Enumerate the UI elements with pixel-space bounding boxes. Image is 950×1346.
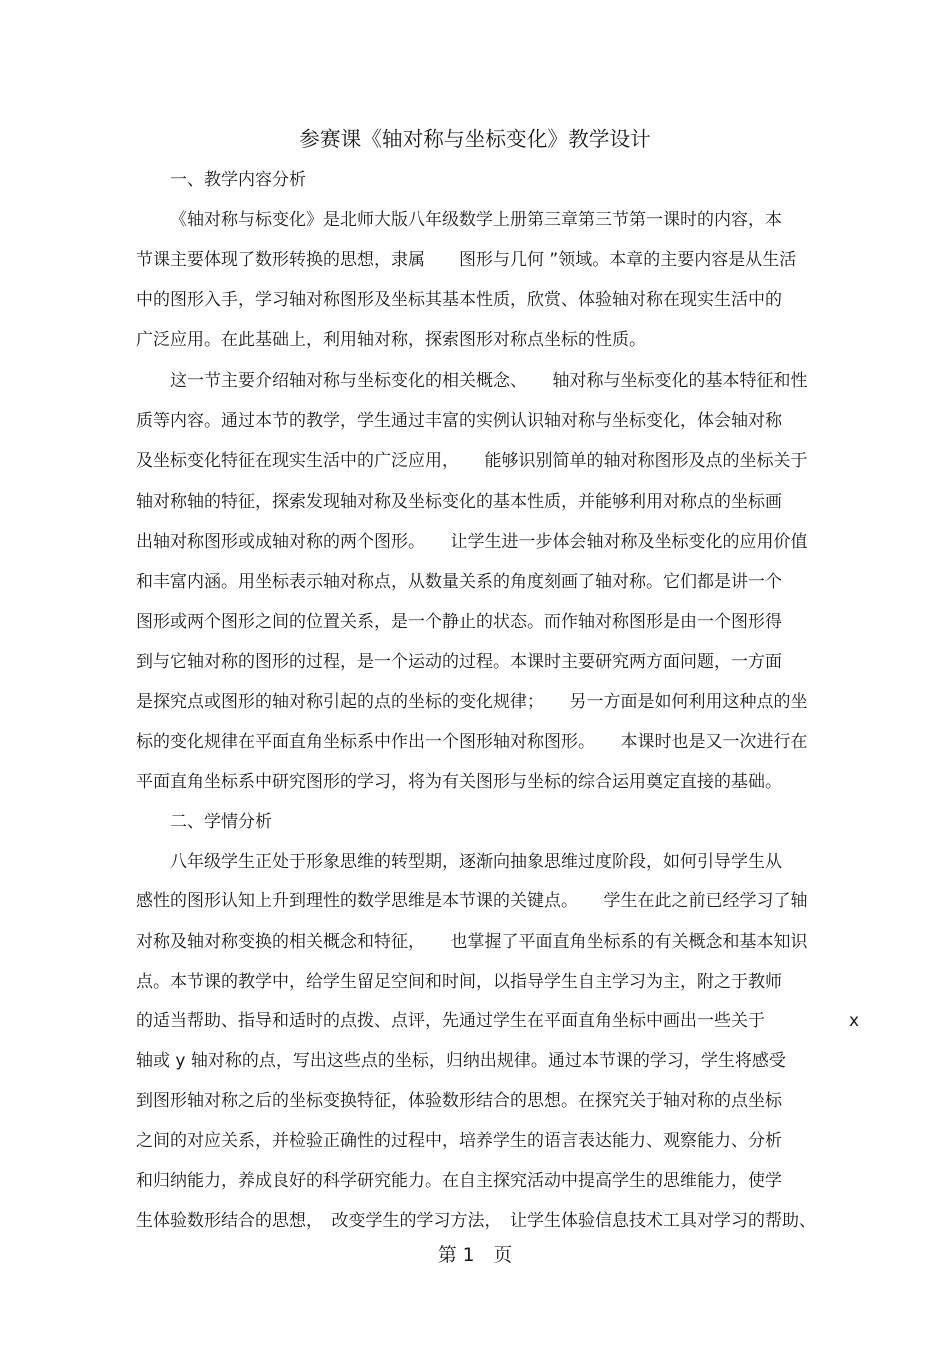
- paragraph-line: 到图形轴对称之后的坐标变换特征，体验数形结合的思想。在探究关于轴对称的点坐标: [136, 1091, 782, 1111]
- paragraph-line: 这一节主要介绍轴对称与坐标变化的相关概念、 轴对称与坐标变化的基本特征和性: [170, 371, 808, 391]
- document-title: 参赛课《轴对称与坐标变化》教学设计: [299, 127, 651, 151]
- paragraph-line: 标的变化规律在平面直角坐标系中作出一个图形轴对称图形。 本课时也是又一次进行在: [136, 732, 808, 752]
- paragraph-line: 图形或两个图形之间的位置关系，是一个静止的状态。而作轴对称图形是由一个图形得: [136, 612, 782, 632]
- paragraph-line: 和丰富内涵。用坐标表示轴对称点，从数量关系的角度刻画了轴对称。它们都是讲一个: [136, 572, 782, 592]
- paragraph-line: 轴或 y 轴对称的点，写出这些点的坐标，归纳出规律。通过本节课的学习，学生将感受: [136, 1051, 786, 1071]
- section-heading: 一、教学内容分析: [170, 170, 306, 190]
- paragraph-line: 对称及轴对称变换的相关概念和特征， 也掌握了平面直角坐标系的有关概念和基本知识: [136, 932, 808, 952]
- paragraph-line: 质等内容。通过本节的教学，学生通过丰富的实例认识轴对称与坐标变化，体会轴对称: [136, 411, 782, 431]
- paragraph-line: 点。本节课的教学中，给学生留足空间和时间，以指导学生自主学习为主，附之于教师: [136, 972, 782, 992]
- paragraph-line: 感性的图形认知上升到理性的数学思维是本节课的关键点。 学生在此之前已经学习了轴: [136, 891, 808, 911]
- paragraph-line: 广泛应用。在此基础上，利用轴对称，探索图形对称点坐标的性质。: [136, 330, 646, 350]
- paragraph-line: 《轴对称与标变化》是北师大版八年级数学上册第三章第三节第一课时的内容，本: [170, 210, 782, 230]
- paragraph-fragment: x: [849, 1011, 860, 1031]
- paragraph-line: 及坐标变化特征在现实生活中的广泛应用， 能够识别简单的轴对称图形及点的坐标关于: [136, 451, 808, 471]
- paragraph-line: 出轴对称图形或成轴对称的两个图形。 让学生进一步体会轴对称及坐标变化的应用价值: [136, 532, 808, 552]
- paragraph-line: 到与它轴对称的图形的过程，是一个运动的过程。本课时主要研究两方面问题，一方面: [136, 652, 782, 672]
- paragraph-line: 中的图形入手，学习轴对称图形及坐标其基本性质，欣赏、体验轴对称在现实生活中的: [136, 290, 782, 310]
- paragraph-line: 轴对称轴的特征，探索发现轴对称及坐标变化的基本性质，并能够利用对称点的坐标画: [136, 492, 782, 512]
- paragraph-line: 是探究点或图形的轴对称引起的点的坐标的变化规律； 另一方面是如何利用这种点的坐: [136, 692, 808, 712]
- paragraph-line: 节课主要体现了数形转换的思想，隶属 图形与几何 ”领域。本章的主要内容是从生活: [136, 250, 797, 270]
- paragraph-line: 之间的对应关系，并检验正确性的过程中，培养学生的语言表达能力、观察能力、分析: [136, 1131, 782, 1151]
- paragraph-line: 的适当帮助、指导和适时的点拨、点评，先通过学生在平面直角坐标中画出一些关于: [136, 1011, 765, 1031]
- paragraph-line: 生体验数形结合的思想， 改变学生的学习方法， 让学生体验信息技术工具对学习的帮助、: [136, 1211, 816, 1231]
- paragraph-line: 八年级学生正处于形象思维的转型期，逐渐向抽象思维过度阶段，如何引导学生从: [170, 852, 782, 872]
- paragraph-line: 和归纳能力，养成良好的科学研究能力。在自主探究活动中提高学生的思维能力，使学: [136, 1171, 782, 1191]
- section-heading: 二、学情分析: [170, 812, 272, 832]
- paragraph-line: 平面直角坐标系中研究图形的学习，将为有关图形与坐标的综合运用奠定直接的基础。: [136, 772, 782, 792]
- page-number: 第 1 页: [437, 1245, 513, 1266]
